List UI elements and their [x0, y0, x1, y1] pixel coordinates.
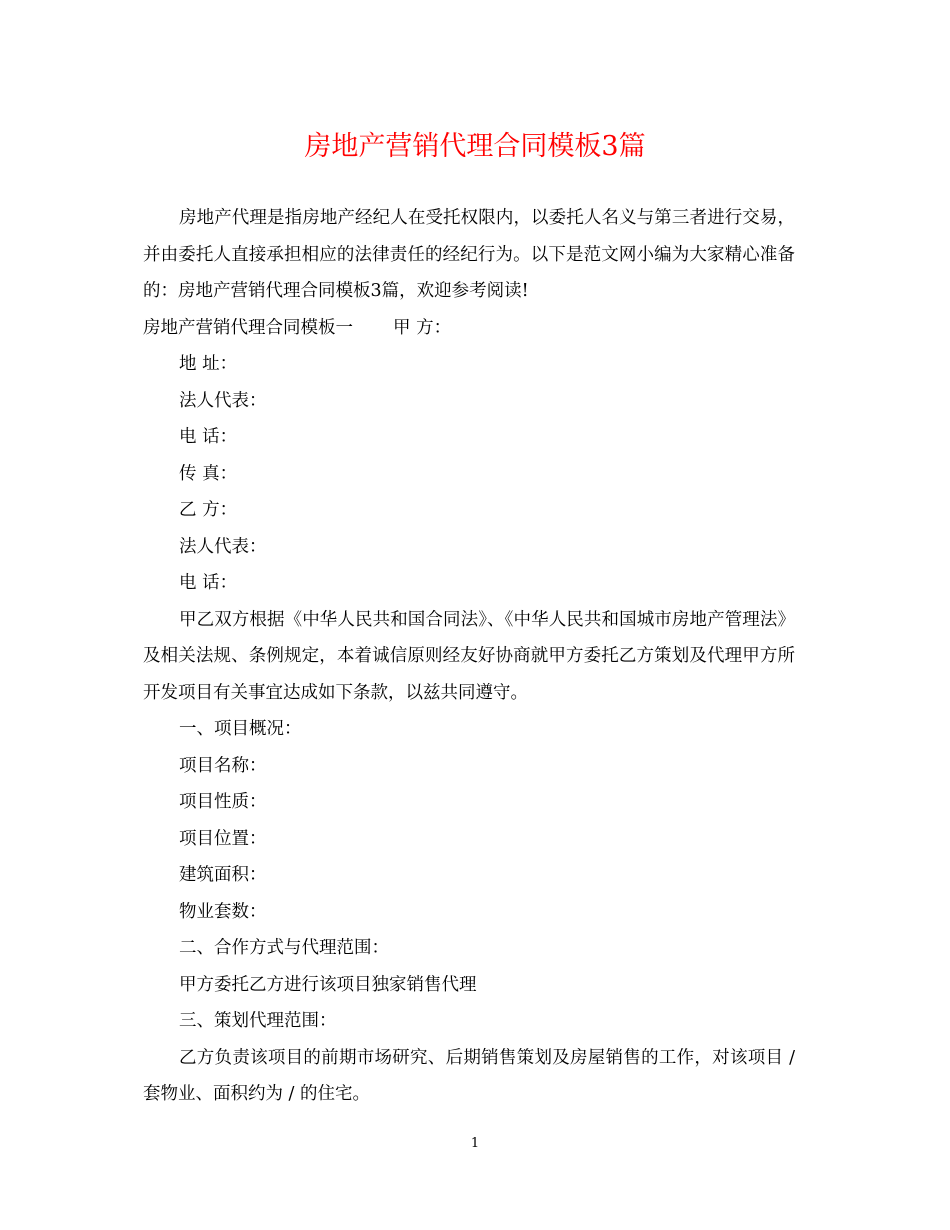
- party-a-address: 地 址：: [179, 354, 238, 374]
- clause-3-text: 乙方负责该项目的前期市场研究、后期销售策划及房屋销售的工作，对该项目 / 套物业、面积约为 / 的住宅。: [143, 1047, 795, 1104]
- party-a-legal-rep: 法人代表：: [179, 390, 267, 411]
- clause-2-text: 甲方委托乙方进行该项目独家销售代理: [179, 974, 477, 995]
- party-b-label: 乙 方：: [179, 500, 238, 520]
- clause-1-heading: 一、项目概况：: [179, 719, 302, 739]
- clause-2-heading: 二、合作方式与代理范围：: [179, 938, 389, 958]
- intro-paragraph: 房地产代理是指房地产经纪人在受托权限内，以委托人名义与第三者进行交易，并由委托人直接承担相应的法律责任的经纪行为。以下是范文网小编为大家精心准备的：房地产营销代理合同模板3篇，欢迎参考阅读!: [143, 208, 795, 301]
- party-a-phone: 电 话：: [179, 427, 238, 447]
- party-b-phone: 电 话：: [179, 573, 238, 593]
- party-a-fax: 传 真：: [179, 463, 238, 484]
- preamble-paragraph: 甲乙双方根据《中华人民共和国合同法》、《中华人民共和国城市房地产管理法》及相关法规、条例规定，本着诚信原则经友好协商就甲方委托乙方策划及代理甲方所开发项目有关事宜达成如下条款，以兹共同遵守。: [143, 609, 795, 703]
- section-heading-line: [143, 310, 795, 347]
- project-name-field: 项目名称：: [179, 755, 267, 776]
- property-units-field: 物业套数：: [179, 901, 267, 922]
- project-nature-field: 项目性质：: [179, 792, 267, 812]
- party-b-legal-rep: 法人代表：: [179, 536, 267, 557]
- party-a-label: 甲 方：: [393, 317, 452, 338]
- clause-3-heading: 三、策划代理范围：: [179, 1011, 337, 1031]
- section-heading: 房地产营销代理合同模板一: [143, 317, 353, 338]
- building-area-field: 建筑面积：: [179, 865, 267, 885]
- page-number: 1: [470, 1136, 480, 1151]
- project-location-field: 项目位置：: [179, 828, 267, 849]
- document-body: [143, 200, 795, 1113]
- document-title: 房地产营销代理合同模板3篇: [304, 131, 646, 162]
